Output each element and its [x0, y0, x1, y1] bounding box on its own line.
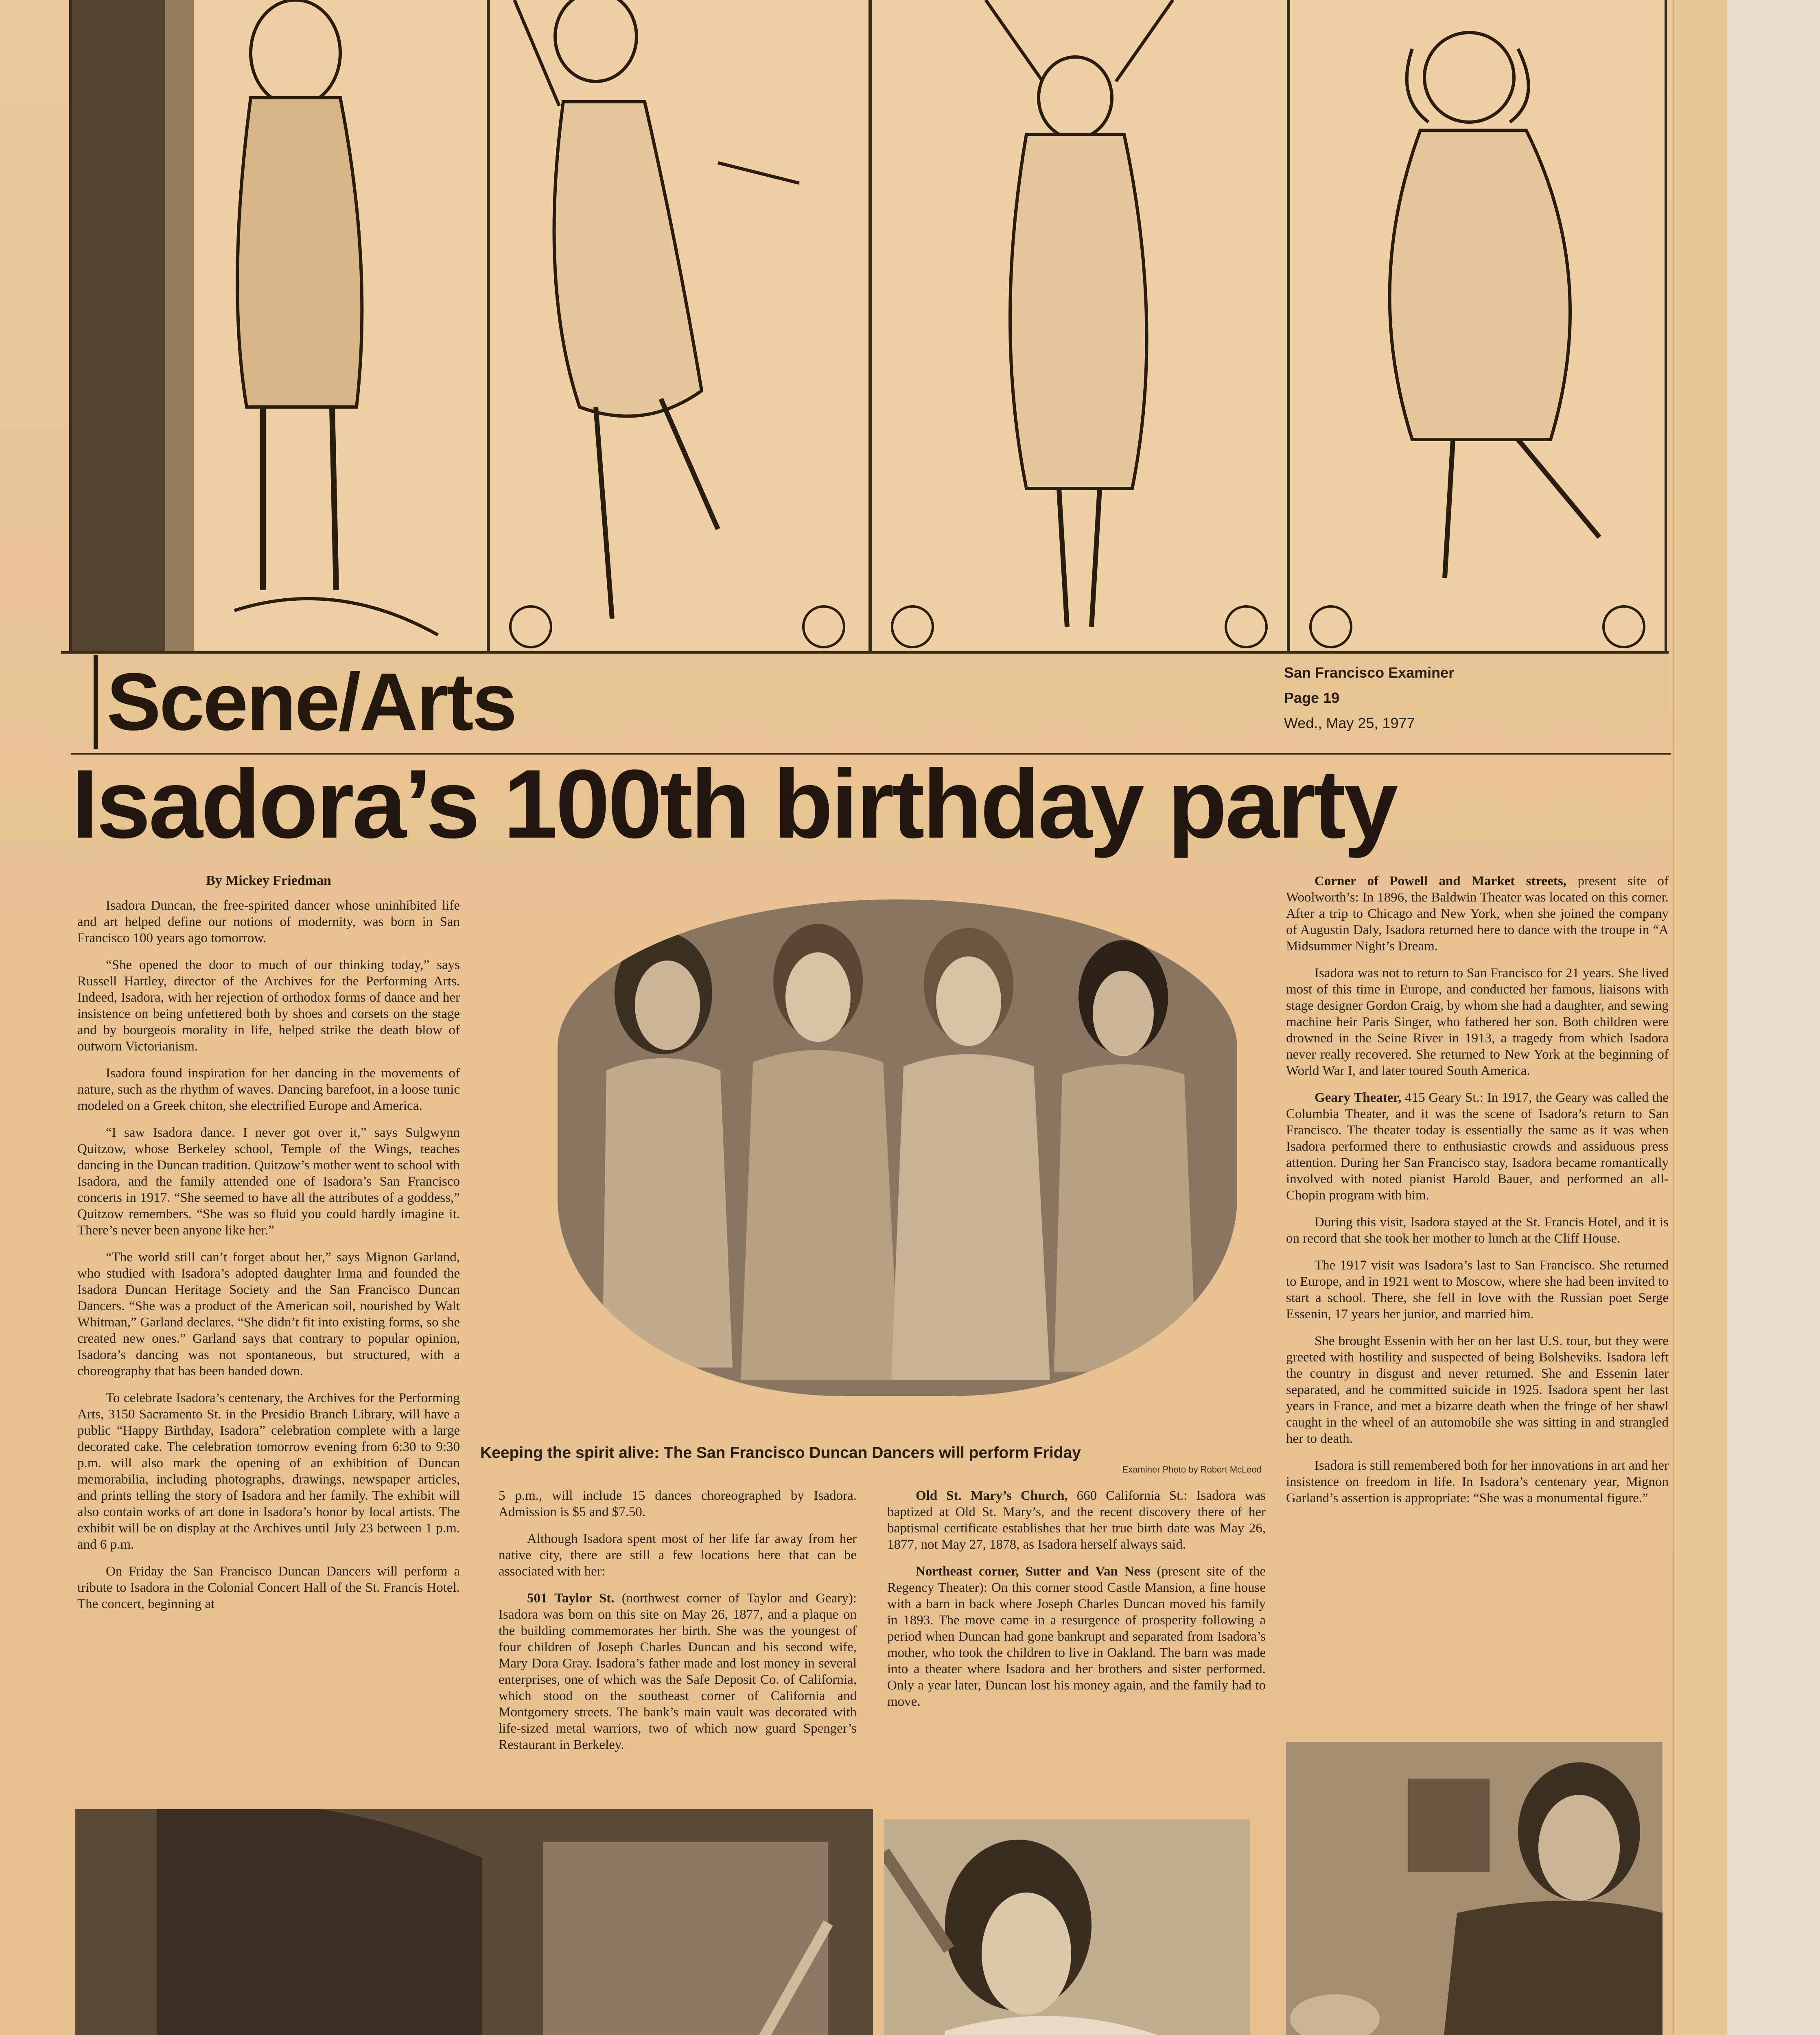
paragraph: “She opened the door to much of our thinking today,” says Russell Hartley, director of the Archives for the Performing Arts. Indeed, Isadora, with her rejection of orthodox forms of dance and her insistence on being unfettered both by shoes and corsets on the stage and by bourgeois morality in life, helped strike the death blow of outworn Victorianism.	[77, 958, 460, 1054]
location-name: Geary Theater,	[1315, 1090, 1402, 1105]
paper-info	[1284, 660, 1512, 736]
location-entry	[887, 1488, 1266, 1553]
article-column-4	[1286, 873, 1669, 1517]
section-title: Scene/Arts	[94, 655, 516, 749]
location-entry	[887, 1563, 1266, 1710]
paragraph	[1286, 1257, 1669, 1322]
location-name: 501 Taylor St.	[527, 1591, 615, 1606]
paragraph-text: The 1917 visit was Isadora’s last to San Francisco. She returned to Europe, and in 1921 went to Moscow, where she had been invited to start a school. There, she fell in love with the Russian poet Serge Essenin, 17 years her junior, and married him.	[1286, 1258, 1669, 1322]
main-photo-credit: Examiner Photo by Robert McLeod	[1122, 1464, 1262, 1475]
duncan-dancers-photo	[558, 899, 1237, 1396]
dancer-drawing-3	[869, 0, 1289, 651]
paragraph: Isadora found inspiration for her dancing in the movements of nature, such as the rhythm of waves. Dancing barefoot, in a loose tunic modeled on a Greek chiton, she electrified Europe and America.	[77, 1066, 460, 1113]
dancer-drawing-4	[1288, 0, 1667, 651]
paragraph-text: Isadora was not to return to San Francisco for 21 years. She lived most of this time in Europe, and conducted her famous, liaisons with stage designer Gordon Craig, by whom she had a daughter, and sewing machine heir Paris Singer, who fathered her son. Both children were drowned in the Seine River in 1913, a tragedy from which Isadora never really recovered. She returned to New York at the beginning of World War I, and later toured South America.	[1286, 966, 1669, 1078]
isadora-shawl-photo	[1286, 1742, 1662, 2035]
paragraph	[1286, 965, 1669, 1079]
paper-edge	[1673, 0, 1727, 2035]
page-number: Page 19	[1284, 689, 1340, 706]
location-name: Old St. Mary’s Church,	[916, 1488, 1068, 1503]
article-column-3	[887, 1488, 1266, 1720]
paragraph-text: Isadora is still remembered both for her innovations in art and her insistence on freedom in life. In Isadora’s centenary year, Mignon Garland’s assertion is appropriate: “She was a monumental figure.”	[1286, 1458, 1669, 1505]
location-name: Corner of Powell and Market streets,	[1315, 874, 1567, 888]
issue-date: Wed., May 25, 1977	[1284, 715, 1415, 731]
location-text: 660 California St.: Isadora was baptized at Old St. Mary’s, and the recent discovery there of her baptismal certificate establishes that her true birth date was May 26, 1877, not May 27, 1878, as Isadora herself always said.	[887, 1488, 1266, 1552]
paragraph: Although Isadora spent most of her life far away from her native city, there are still a few locations here that can be associated with her:	[499, 1532, 857, 1579]
dancer-portrait-photo	[884, 1819, 1250, 2035]
main-photo-caption: Keeping the spirit alive: The San Francisco Duncan Dancers will perform Friday	[480, 1444, 1081, 1462]
dancer-illustrations	[69, 0, 1665, 655]
paragraph	[1286, 1214, 1669, 1247]
location-entry	[499, 1590, 857, 1753]
band-rule	[61, 651, 1669, 654]
dancers-rehearsal-photo	[75, 1809, 873, 2035]
location-text: (northwest corner of Taylor and Geary): Isadora was born on this site on May 26, 1877, and a plaque on the building commemorates her birth. She was the youngest of four children of Joseph Charles Duncan and his second wife, Mary Dora Gray. Isadora’s father made and lost money in several enterprises, one of which was the Safe Deposit Co. of California, which stood on the southeast corner of California and Montgomery streets. The bank’s main vault was decorated with life-sized metal warriors, two of which now guard Spenger’s Restaurant in Berkeley.	[499, 1591, 857, 1752]
location-text: (present site of the Regency Theater): On this corner stood Castle Mansion, a fine house with a barn in back where Joseph Charles Duncan moved his family in 1893. The move came in a resurgence of prosperity following a period when Duncan had gone bankrupt and separated from Isadora’s mother, who took the children to live in Oakland. The barn was made into a theater where Isadora and her brothers and sister performed. Only a year later, Duncan lost his money again, and the family had to move.	[887, 1564, 1266, 1709]
paragraph-text: She brought Essenin with her on her last U.S. tour, but they were greeted with hostility and suspected of being Bolsheviks. Isadora left the country in disgust and never returned. She and Essenin later separated, and he committed suicide in 1925. Isadora spent her last years in France, and met a bizarre death when the fringe of her shawl caught in the wheel of an automobile she was sitting in and strangled her to death.	[1286, 1334, 1669, 1446]
location-entry	[1286, 1090, 1669, 1203]
paragraph: “I saw Isadora dance. I never got over it,” says Sulgwynn Quitzow, whose Berkeley school, Temple of the Wings, teaches dancing in the Duncan tradition. Quitzow’s mother went to school with Isadora, and the family attended one of Isadora’s San Francisco concerts in 1917. “She seemed to have all the attributes of a goddess,” Quitzow remembers. “She was so fluid you could hardly imagine it. There’s never been anyone like her.”	[77, 1125, 460, 1238]
paragraph	[1286, 1457, 1669, 1506]
paragraph: “The world still can’t forget about her,” says Mignon Garland, who studied with Isadora’s adopted daughter Irma and founded the Isadora Duncan Heritage Society and the San Francisco Duncan Dancers. “She was a product of the American soil, nourished by Walt Whitman,” Garland declares. “She didn’t fit into existing forms, so she created new ones.” Garland says that contrary to popular opinion, Isadora’s dancing was not spontaneous, but structured, with a choreography that has been handed down.	[77, 1250, 460, 1379]
article-column-1	[77, 897, 460, 1623]
headline: Isadora’s 100th birthday party	[71, 749, 1396, 858]
location-text: 415 Geary St.: In 1917, the Geary was called the Columbia Theater, and it was the scene of Isadora’s return to San Francisco. The theater today is essentially the same as it was when Isadora performed there to enthusiastic crowds and assiduous press attention. During her San Francisco stay, Isadora became romantically involved with noted pianist Harold Bauer, and performed an all-Chopin program with him.	[1286, 1090, 1669, 1203]
dancer-drawing-1	[69, 0, 489, 651]
paragraph: 5 p.m., will include 15 dances choreographed by Isadora. Admission is $5 and $7.50.	[499, 1488, 857, 1519]
location-text: present site of Woolworth’s: In 1896, the Baldwin Theater was located on this corner. After a trip to Chicago and New York, when she joined the company of Augustin Daly, Isadora returned here to dance with the troupe in “A Midsummer Night’s Dream.	[1286, 874, 1669, 954]
byline: By Mickey Friedman	[206, 873, 331, 888]
article-column-2	[499, 1488, 857, 1764]
location-name: Northeast corner, Sutter and Van Ness	[916, 1564, 1151, 1579]
location-entry	[1286, 873, 1669, 954]
paragraph-text: During this visit, Isadora stayed at the St. Francis Hotel, and it is on record that she took her mother to lunch at the Cliff House.	[1286, 1215, 1669, 1246]
paragraph: On Friday the San Francisco Duncan Dancers will perform a tribute to Isadora in the Colonial Concert Hall of the St. Francis Hotel. The concert, beginning at	[77, 1564, 460, 1611]
paper-name: San Francisco Examiner	[1284, 664, 1455, 681]
paragraph: Isadora Duncan, the free-spirited dancer whose uninhibited life and art helped define our notions of modernity, was born in San Francisco 100 years ago tomorrow.	[77, 898, 460, 945]
dancer-drawing-2	[488, 0, 871, 651]
paragraph: To celebrate Isadora’s centenary, the Archives for the Performing Arts, 3150 Sacramento St. in the Presidio Branch Library, will have a public “Happy Birthday, Isadora” celebration complete with a large decorated cake. The celebration tomorrow evening from 6:30 to 9:30 p.m. will also mark the opening of an exhibition of Duncan memorabilia, including photographs, drawings, newspaper articles, and prints telling the story of Isadora and her family. The exhibit will also contain works of art done in Isadora’s honor by local artists. The exhibit will be on display at the Archives until July 23 between 1 p.m. and 6 p.m.	[77, 1391, 460, 1552]
paragraph	[1286, 1333, 1669, 1447]
